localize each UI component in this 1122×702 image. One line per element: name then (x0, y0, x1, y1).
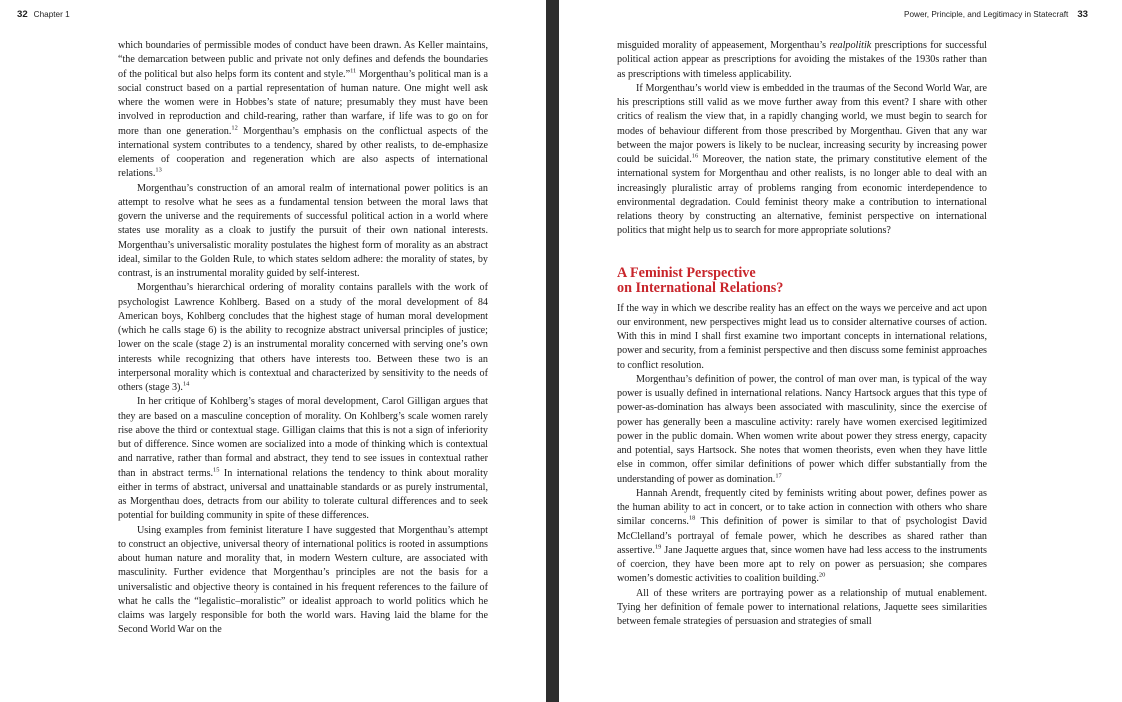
paragraph-text: If the way in which we describe reality has an effect on the ways we perceive and act upon our environment, new perspectives might lead us to consider alternative courses of action. With this in mind I shall first examine two important concepts in international relations, power and security, from a feminist perspective and then discuss some feminist approaches to conflict resolution. (617, 302, 987, 371)
body-paragraph (118, 39, 488, 182)
footnote-reference: 18 (688, 514, 696, 522)
paragraph-text: Hannah Arendt, frequently cited by feminists writing about power, defines power as the human ability to act in concert, or to take action in connection with others who share similar concerns. (617, 487, 987, 528)
paragraph-text: Morgenthau’s political man is a social construct based on a partial representation of human nature. One might well ask where the women were in Hobbes’s state of nature; presumably they must have been involved in reproduction and child-rearing, rather than warfare, if life was to go on for more than one generation. (118, 68, 488, 137)
paragraph-text: In international relations the tendency to think about morality either in terms of abstract, universal and unattainable standards or as purely instrumental, as Morgenthau does, detracts from our ability to tolerate cultural differences and to seek potential for building community in spite of these differences. (118, 467, 488, 522)
body-paragraph (617, 587, 987, 630)
right-text-column (617, 39, 987, 629)
right-paragraphs-before (617, 39, 987, 239)
right-running-head (904, 9, 1088, 20)
body-paragraph (617, 373, 987, 487)
body-paragraph (118, 281, 488, 395)
body-paragraph (118, 182, 488, 282)
footnote-reference: 16 (691, 152, 699, 160)
footnote-reference: 12 (231, 124, 238, 132)
paragraph-text: All of these writers are portraying power as a relationship of mutual enablement. Tying her definition of female power to international relations, Jaquette sees similarities between female strategies of persuasion and strategies of small (617, 587, 987, 627)
paragraph-text: Morgenthau’s emphasis on the conflictual aspects of the international system contributes to a tendency, shared by other realists, to de-emphasize elements of cooperation and regeneration which are also aspects of international relations. (118, 125, 488, 180)
left-running-head-title: Chapter 1 (33, 10, 70, 19)
paragraph-text: Using examples from feminist literature I have suggested that Morgenthau’s attempt to construct an objective, universal theory of international politics is rooted in assumptions about human nature and morality that, in modern Western culture, are associated with masculinity. Further evidence that Morgenthau’s principles are not the basis for a universalistic and objective theory is contained in his frequent references to the failure of what he calls the “legalistic–moralistic” or idealist approach to world politics which he claims was largely responsible for both the world wars. Having laid the blame for the Second World War on the (118, 524, 488, 636)
right-running-head-title: Power, Principle, and Legitimacy in Statecraft (904, 10, 1069, 19)
body-paragraph (617, 302, 987, 373)
footnote-reference: 14 (182, 380, 190, 388)
right-page-number: 33 (1077, 9, 1088, 20)
right-paragraphs-after (617, 302, 987, 630)
paragraph-text: Morgenthau’s definition of power, the control of man over man, is typical of the way power is usually defined in international relations. Nancy Hartsock argues that this type of power-as-domination has always been associated with masculinity, since the exercise of power has generally been a masculine activity: rarely have women exercised legitimized power in the public domain. When women write about power they stress energy, capacity and potential, says Hartsock. She notes that women theorists, even when they have little else in common, offer similar definitions of power which differ substantially from the understanding of power as domination. (617, 373, 987, 485)
body-paragraph (617, 82, 987, 239)
italic-text: realpolitik (829, 40, 872, 51)
body-paragraph (617, 39, 987, 82)
section-heading (617, 266, 987, 297)
paragraph-text: This definition of power is similar to that of psychologist David McClelland’s portrayal of female power, which he describes as shared rather than assertive. (617, 516, 987, 556)
paragraph-text: Jane Jaquette argues that, since women have had less access to the instruments of coercion, they have been more apt to rely on power as persuasion; she compares women’s domestic activities to coalition building. (617, 544, 987, 585)
footnote-reference: 13 (155, 166, 162, 174)
left-running-head (17, 9, 70, 20)
left-page (0, 0, 546, 702)
paragraph-text: misguided morality of appeasement, Morgenthau’s (617, 40, 830, 51)
footnote-reference: 15 (213, 466, 220, 474)
footnote-reference: 19 (654, 543, 662, 551)
page-gutter (546, 0, 559, 702)
paragraph-text: In her critique of Kohlberg’s stages of moral development, Carol Gilligan argues that they are based on a masculine conception of morality. On Kohlberg’s scale women rarely rise above the third or contextual stage. Gilligan claims that this is not a sign of inferiority but of difference. Since women are socialized into a mode of thinking which is contextual and narrative, rather than formal and abstract, they tend to see issues in contextual rather than in abstract terms. (118, 396, 488, 479)
body-paragraph (118, 524, 488, 638)
paragraph-text: If Morgenthau’s world view is embedded in the traumas of the Second World War, are his prescriptions still valid as we move further away from this event? I share with other critics of realism the view that, in a rapidly changing world, we must begin to search for modes of behaviour different from those prescribed by Morgenthau. Given that any war between the major powers is likely to be nuclear, increasing security by increasing power could be suicidal. (617, 82, 987, 165)
body-paragraph (617, 487, 987, 587)
paragraph-text: prescriptions for successful political action appear as prescriptions for avoiding the mistakes of the 1930s rather than as prescriptions with timeless applicability. (617, 40, 987, 80)
footnote-reference: 20 (818, 571, 826, 579)
paragraph-text: Moreover, the nation state, the primary constitutive element of the international system for Morgenthau and other realists, is no longer able to deal with an increasingly pluralistic array of problems ranging from economic interdependence to environmental degradation. Could feminist theory make a contribution to international relations theory by constructing an alternative, feminist perspective on international politics that might help us to search for more appropriate solutions? (617, 154, 987, 237)
paragraph-text: Morgenthau’s hierarchical ordering of morality contains parallels with the work of psychologist Lawrence Kohlberg. Based on a study of the moral development of 84 American boys, Kohlberg concludes that the highest stage of human moral development (which he calls stage 6) is the ability to recognize abstract universal principles of justice; lower on the scale (stage 2) is an instrumental morality concerned with serving one’s own interests while recognizing that others have interests too. Between these two is an interpersonal morality which is contextual and characterized by sensitivity to the needs of others (stage 3). (118, 282, 488, 393)
left-text-column (118, 39, 488, 638)
footnote-reference: 11 (350, 67, 357, 75)
paragraph-text: Morgenthau’s construction of an amoral realm of international power politics is an attempt to resolve what he sees as a fundamental tension between the moral laws that govern the universe and the requirements of successful political action in a world where states use morality as a cloak to justify the pursuit of their own national interests. Morgenthau’s universalistic morality postulates the highest form of morality as an abstract ideal, similar to the Golden Rule, to which states seldom adhere: the morality of states, by contrast, is an instrumental morality guided by self-interest. (118, 182, 488, 279)
body-paragraph (118, 395, 488, 523)
right-page (559, 0, 1122, 702)
footnote-reference: 17 (775, 472, 782, 480)
section-heading-line-2: on International Relations? (617, 280, 784, 296)
left-page-number: 32 (17, 9, 28, 20)
section-heading-line-1: A Feminist Perspective (617, 264, 756, 281)
paragraph-text: which boundaries of permissible modes of conduct have been drawn. As Keller maintains, “the demarcation between public and private not only defines and defends the boundaries of the political but also helps form its content and style.” (118, 40, 488, 80)
